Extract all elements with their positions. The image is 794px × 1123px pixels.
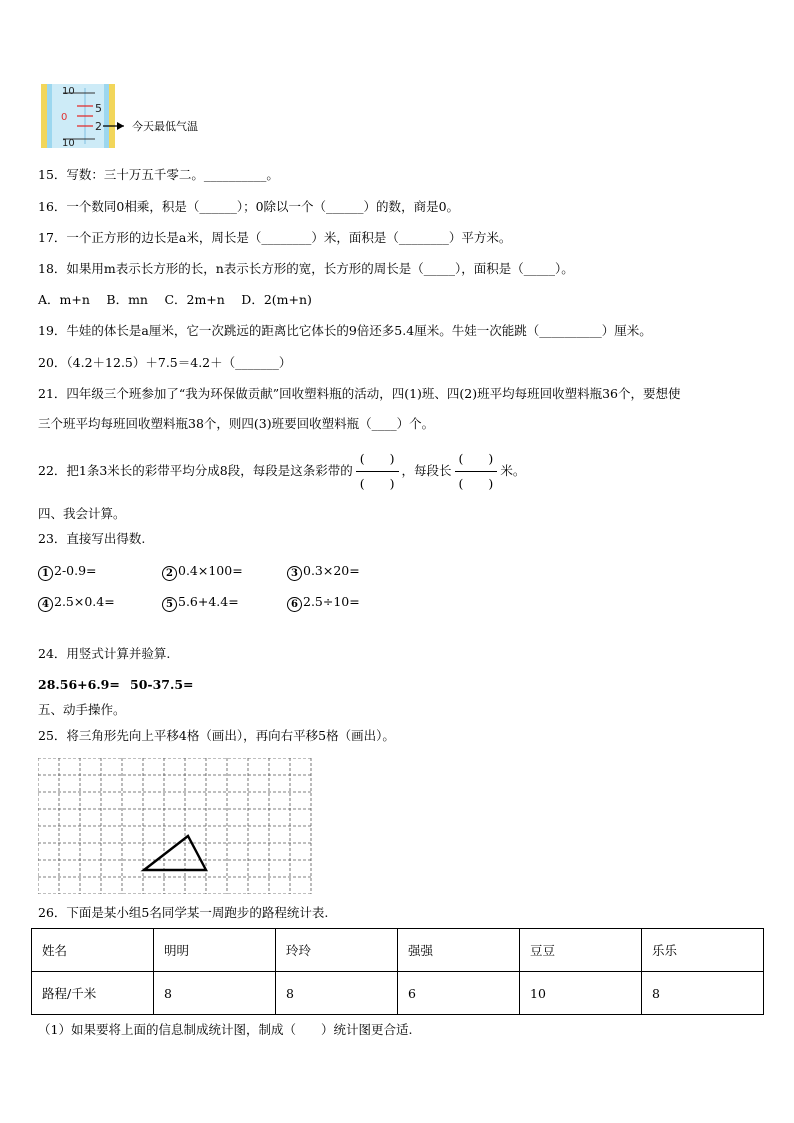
question-24-title: 24．用竖式计算并验算. <box>38 646 171 661</box>
thermometer-image <box>41 84 124 148</box>
calc-expression: 0.3×20= <box>303 563 360 578</box>
translation-grid <box>38 758 314 894</box>
thermometer-label: 今天最低气温 <box>132 120 198 133</box>
calc-item <box>162 563 243 581</box>
calc-expression: 2.5×0.4= <box>54 594 115 609</box>
running-distance-table <box>31 928 764 1015</box>
table-cell: 8 <box>154 972 276 1015</box>
question-18-options: A．m+n B．mn C．2m+n D．2(m+n) <box>38 292 312 307</box>
question-19: 19．牛娃的体长是a厘米，它一次跳远的距离比它体长的9倍还多5.4厘米。牛娃一次能跳（__________）厘米。 <box>38 323 652 338</box>
question-22-middle: ，每段长 <box>401 463 452 478</box>
thermo-tick-bottom: 10 <box>62 138 75 148</box>
calc-expression: 2-0.9= <box>54 563 97 578</box>
thermo-tick-top: 10 <box>62 86 75 97</box>
circled-number: 6 <box>287 597 302 612</box>
fraction-blank-1 <box>356 448 399 495</box>
table-cell: 玲玲 <box>276 929 398 972</box>
fraction-blank-2 <box>455 448 498 495</box>
calc-expression: 2.5÷10= <box>303 594 360 609</box>
circled-number: 1 <box>38 566 53 581</box>
question-24-expr-2: 50-37.5= <box>130 677 194 692</box>
question-16: 16．一个数同0相乘，积是（______）；0除以一个（______）的数，商是0。 <box>38 199 460 214</box>
question-22 <box>38 448 525 495</box>
table-cell: 路程/千米 <box>32 972 154 1015</box>
table-cell: 6 <box>398 972 520 1015</box>
question-15: 15．写数：三十万五千零二。__________。 <box>38 167 279 182</box>
question-18: 18．如果用m表示长方形的长，n表示长方形的宽，长方形的周长是（_____），面积是（_____）。 <box>38 261 574 276</box>
calc-expression: 5.6+4.4= <box>178 594 239 609</box>
calc-item <box>287 594 360 612</box>
circled-number: 2 <box>162 566 177 581</box>
question-21-line1: 21．四年级三个班参加了“我为环保做贡献”回收塑料瓶的活动，四(1)班、四(2)班平均每班回收塑料瓶36个，要想使 <box>38 386 681 401</box>
table-cell: 强强 <box>398 929 520 972</box>
triangle-shape <box>144 836 206 870</box>
calc-expression: 0.4×100= <box>178 563 243 578</box>
calc-item <box>38 563 97 581</box>
question-22-suffix: 米。 <box>500 463 526 478</box>
fraction-denominator: ( ) <box>458 476 494 491</box>
table-cell: 10 <box>520 972 642 1015</box>
table-cell: 8 <box>276 972 398 1015</box>
table-cell: 乐乐 <box>642 929 764 972</box>
circled-number: 3 <box>287 566 302 581</box>
question-21-line2: 三个班平均每班回收塑料瓶38个，则四(3)班要回收塑料瓶（____）个。 <box>38 416 435 431</box>
question-25: 25．将三角形先向上平移4格（画出），再向右平移5格（画出）。 <box>38 728 395 743</box>
thermo-tick-zero: 0 <box>61 112 68 123</box>
question-26-title: 26．下面是某小组5名同学某一周跑步的路程统计表. <box>38 905 329 920</box>
calc-item <box>287 563 360 581</box>
question-20: 20．（4.2＋12.5）＋7.5＝4.2＋（_______） <box>38 355 292 370</box>
calc-item <box>38 594 115 612</box>
circled-number: 5 <box>162 597 177 612</box>
grid-lines <box>38 758 311 894</box>
thermo-tick-5: 5 <box>95 102 102 115</box>
fraction-denominator: ( ) <box>359 476 395 491</box>
question-26-sub-1: （1）如果要将上面的信息制成统计图，制成（ ）统计图更合适. <box>38 1022 413 1037</box>
calc-item <box>162 594 239 612</box>
section-4-heading: 四、我会计算。 <box>38 506 126 521</box>
table-row <box>32 972 764 1015</box>
table-cell: 豆豆 <box>520 929 642 972</box>
fraction-numerator: ( ) <box>356 448 399 472</box>
question-24-expr-1: 28.56+6.9= <box>38 677 120 692</box>
table-cell: 8 <box>642 972 764 1015</box>
question-22-prefix: 22．把1条3米长的彩带平均分成8段，每段是这条彩带的 <box>38 463 353 478</box>
table-cell: 明明 <box>154 929 276 972</box>
table-cell: 姓名 <box>32 929 154 972</box>
thermo-tick-2: 2 <box>95 120 102 133</box>
circled-number: 4 <box>38 597 53 612</box>
question-23-title: 23．直接写出得数. <box>38 531 146 546</box>
section-5-heading: 五、动手操作。 <box>38 702 126 717</box>
fraction-numerator: ( ) <box>455 448 498 472</box>
question-17: 17．一个正方形的边长是a米，周长是（________）米，面积是（________）平方米。 <box>38 230 512 245</box>
table-header-row <box>32 929 764 972</box>
